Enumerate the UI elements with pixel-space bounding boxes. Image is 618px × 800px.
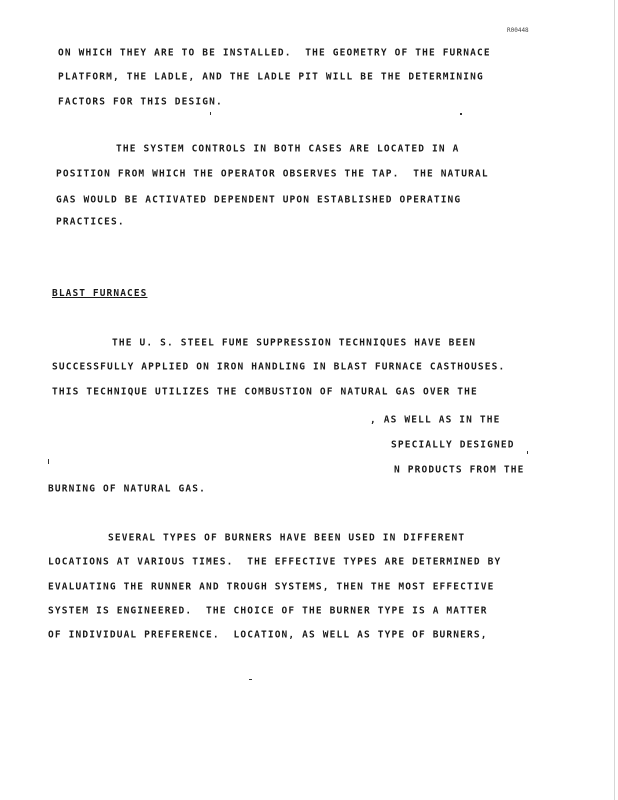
scan-speck [527,451,528,454]
paragraph-3-line-3: THIS TECHNIQUE UTILIZES THE COMBUSTION OF NATURAL GAS OVER THE [52,386,478,398]
paragraph-3-line-1: THE U. S. STEEL FUME SUPPRESSION TECHNIQUES HAVE BEEN [112,337,477,349]
paragraph-4-line-2: LOCATIONS AT VARIOUS TIMES. THE EFFECTIVE TYPES ARE DETERMINED BY [48,556,502,568]
paragraph-2-line-3: GAS WOULD BE ACTIVATED DEPENDENT UPON ESTABLISHED OPERATING [56,194,462,206]
paragraph-4-line-3: EVALUATING THE RUNNER AND TROUGH SYSTEMS, THEN THE MOST EFFECTIVE [48,581,495,593]
scan-speck [249,679,252,680]
paragraph-3-line-5: SPECIALLY DESIGNED [391,439,515,451]
section-heading: BLAST FURNACES [52,288,148,299]
page-number: R00448 [507,27,529,34]
paragraph-2-line-1: THE SYSTEM CONTROLS IN BOTH CASES ARE LOCATED IN A [116,143,460,155]
paragraph-3-line-7: BURNING OF NATURAL GAS. [48,483,206,495]
scan-speck [460,113,462,115]
paragraph-1-line-1: ON WHICH THEY ARE TO BE INSTALLED. THE GEOMETRY OF THE FURNACE [58,47,491,59]
paragraph-3-line-4: , AS WELL AS IN THE [370,414,501,426]
paragraph-4-line-5: OF INDIVIDUAL PREFERENCE. LOCATION, AS WELL AS TYPE OF BURNERS, [48,629,488,641]
scan-edge [614,0,615,800]
paragraph-3-line-2: SUCCESSFULLY APPLIED ON IRON HANDLING IN BLAST FURNACE CASTHOUSES. [52,361,506,373]
paragraph-1-line-2: PLATFORM, THE LADLE, AND THE LADLE PIT WILL BE THE DETERMINING [58,71,484,83]
paragraph-2-line-4: PRACTICES. [56,216,125,228]
scan-speck [210,112,211,115]
paragraph-3-line-6: N PRODUCTS FROM THE [394,464,525,476]
paragraph-1-line-3: FACTORS FOR THIS DESIGN. [58,96,223,108]
paragraph-2-line-2: POSITION FROM WHICH THE OPERATOR OBSERVES THE TAP. THE NATURAL [56,168,489,180]
scan-speck [48,459,49,464]
paragraph-4-line-1: SEVERAL TYPES OF BURNERS HAVE BEEN USED IN DIFFERENT [108,532,466,544]
paragraph-4-line-4: SYSTEM IS ENGINEERED. THE CHOICE OF THE BURNER TYPE IS A MATTER [48,605,488,617]
